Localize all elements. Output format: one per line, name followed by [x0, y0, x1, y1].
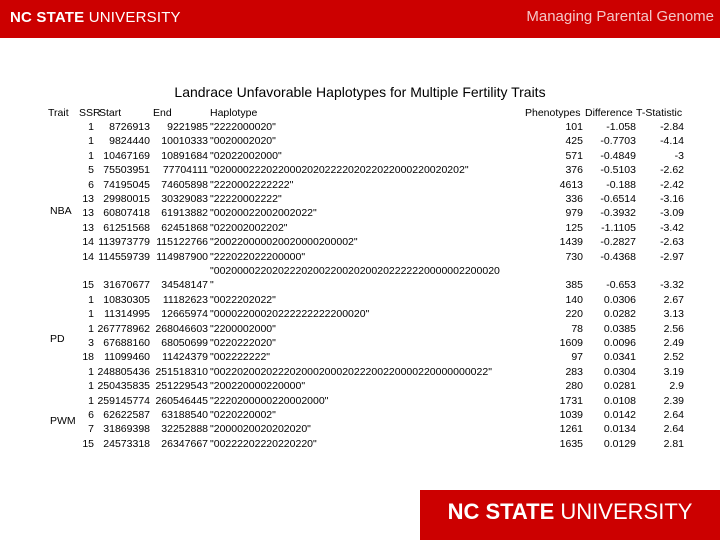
university-logo: [10, 9, 181, 26]
cell-start: 259145774: [97, 394, 150, 407]
cell-t-statistic: 2.49: [663, 337, 684, 349]
cell-difference: -0.4368: [600, 250, 636, 263]
header-bar: [0, 0, 720, 38]
cell-start: 9824440: [109, 135, 150, 148]
cell-haplotype: "02022002000": [210, 149, 282, 162]
cell-phenotypes: 425: [565, 135, 583, 148]
cell-start: 248805436: [97, 365, 150, 378]
header-end: End: [153, 107, 172, 119]
cell-difference: -0.6514: [600, 193, 636, 205]
cell-ssr: 7: [88, 423, 94, 436]
cell-ssr: 6: [88, 178, 94, 191]
cell-end: 115122766: [156, 236, 208, 249]
cell-phenotypes: 97: [571, 351, 583, 364]
cell-difference: 0.0306: [603, 293, 636, 306]
cell-end: 30329083: [161, 193, 208, 205]
cell-t-statistic: 3.19: [663, 365, 684, 378]
cell-ssr: 5: [88, 164, 94, 177]
cell-phenotypes: 4613: [559, 178, 583, 191]
cell-start: 75503951: [103, 164, 150, 177]
cell-phenotypes: 140: [565, 293, 583, 306]
cell-haplotype: "2220200000220002000": [210, 394, 329, 407]
cell-phenotypes: 336: [565, 193, 583, 205]
cell-haplotype: "2200002000": [210, 322, 276, 335]
footer-logo-bold: NC STATE: [447, 499, 555, 524]
cell-t-statistic: 2.9: [669, 380, 684, 393]
cell-end: 34548147: [161, 279, 208, 292]
cell-difference: 0.0108: [603, 394, 636, 407]
cell-start: 61251568: [103, 221, 150, 234]
trait-label-pwm: PWM: [50, 415, 76, 427]
cell-end: 12665974: [161, 308, 208, 321]
cell-phenotypes: 1039: [559, 409, 583, 421]
trait-label-pd: PD: [50, 333, 65, 345]
header-ssr: SSR: [79, 107, 101, 119]
cell-t-statistic: -3.32: [660, 279, 684, 292]
cell-difference: -0.188: [606, 178, 636, 191]
cell-phenotypes: 1439: [559, 236, 583, 249]
cell-t-statistic: 2.39: [663, 394, 684, 407]
cell-ssr: 1: [88, 308, 94, 321]
header-start: Start: [99, 107, 122, 119]
cell-start: 74195045: [103, 178, 150, 191]
cell-difference: -0.2827: [600, 236, 636, 249]
cell-difference: 0.0304: [603, 365, 636, 378]
cell-haplotype: "2000020020202020": [210, 423, 311, 436]
cell-haplotype: "022002002202": [210, 221, 288, 234]
cell-t-statistic: -4.14: [660, 135, 684, 148]
cell-t-statistic: -2.63: [660, 236, 684, 249]
cell-phenotypes: 1635: [559, 437, 583, 450]
header-difference: Difference: [585, 107, 633, 119]
cell-start: 31670677: [103, 279, 150, 292]
cell-phenotypes: 571: [565, 149, 583, 162]
cell-ssr: 1: [88, 135, 94, 148]
cell-start: 11099460: [104, 351, 150, 364]
cell-haplotype: "0022202022": [210, 293, 276, 306]
cell-haplotype: "200220000020020000200002": [210, 236, 358, 249]
cell-ssr: 13: [82, 193, 94, 205]
cell-start: 114559739: [98, 250, 150, 263]
cell-difference: -0.5103: [600, 164, 636, 177]
cell-t-statistic: 2.67: [663, 293, 684, 306]
header-phenotypes: Phenotypes: [525, 107, 581, 119]
cell-difference: 0.0129: [603, 437, 636, 450]
cell-difference: 0.0142: [603, 409, 636, 421]
cell-start: 8726913: [109, 121, 150, 133]
cell-start: 29980015: [103, 193, 150, 205]
cell-ssr: 1: [88, 322, 94, 335]
logo-rest-text: UNIVERSITY: [84, 9, 181, 26]
cell-haplotype: "00200022002002022": [210, 207, 317, 220]
cell-haplotype: "2220002222222": [210, 178, 294, 191]
cell-t-statistic: -2.42: [660, 178, 684, 191]
cell-haplotype: "00222202220220220": [210, 437, 317, 450]
cell-difference: 0.0281: [603, 380, 636, 393]
cell-start: 10467169: [103, 149, 150, 162]
cell-phenotypes: 101: [565, 121, 583, 133]
cell-haplotype: "0200002220220002020222202022022000220020202": [210, 164, 469, 177]
cell-end: 251518310: [155, 365, 208, 378]
cell-start: 31869398: [103, 423, 150, 436]
cell-start: 11314995: [104, 308, 150, 321]
cell-phenotypes: 125: [565, 221, 583, 234]
cell-haplotype: "00220200202220200020002022200220000220000000022": [210, 365, 492, 378]
cell-difference: 0.0341: [603, 351, 636, 364]
cell-difference: -0.3932: [600, 207, 636, 220]
cell-ssr: 1: [88, 121, 94, 133]
cell-start: 62622587: [103, 409, 150, 421]
cell-phenotypes: 1261: [559, 423, 583, 436]
cell-ssr: 1: [88, 293, 94, 306]
cell-difference: -1.058: [606, 121, 636, 133]
cell-t-statistic: -3.09: [660, 207, 684, 220]
cell-start: 10830305: [103, 293, 150, 306]
trait-label-nba: NBA: [50, 205, 72, 217]
cell-end: 260546445: [155, 394, 208, 407]
cell-haplotype: "2222000020": [210, 121, 276, 133]
cell-haplotype: "22220002222": [210, 193, 282, 205]
cell-t-statistic: 2.56: [663, 322, 684, 335]
cell-end: 26347667: [161, 437, 208, 450]
cell-t-statistic: 2.81: [663, 437, 684, 450]
cell-t-statistic: 3.13: [663, 308, 684, 321]
cell-ssr: 1: [88, 380, 94, 393]
cell-ssr: 13: [82, 207, 94, 220]
header-t-statistic: T-Statistic: [636, 107, 683, 119]
cell-ssr: 13: [82, 221, 94, 234]
cell-ssr: 15: [82, 437, 94, 450]
cell-haplotype: "0020002020": [210, 135, 276, 148]
cell-end: 268046603: [155, 322, 208, 335]
cell-ssr: 1: [88, 149, 94, 162]
header-trait: Trait: [48, 107, 69, 119]
cell-haplotype: ": [210, 279, 214, 292]
cell-difference: -0.7703: [600, 135, 636, 148]
cell-difference: 0.0134: [603, 423, 636, 436]
cell-t-statistic: 2.64: [663, 409, 684, 421]
cell-difference: 0.0096: [603, 337, 636, 349]
cell-t-statistic: -3.42: [660, 221, 684, 234]
cell-end: 74605898: [161, 178, 208, 191]
header-haplotype: Haplotype: [210, 107, 258, 119]
cell-end: 114987900: [156, 250, 208, 263]
cell-ssr: 15: [82, 279, 94, 292]
cell-t-statistic: -3: [674, 149, 684, 162]
footer-logo-rest: UNIVERSITY: [554, 499, 693, 524]
cell-haplotype: "002222222": [210, 351, 271, 364]
cell-ssr: 3: [88, 337, 94, 349]
cell-difference: 0.0282: [603, 308, 636, 321]
cell-end: 68050699: [161, 337, 208, 349]
cell-phenotypes: 220: [565, 308, 583, 321]
cell-end: 63188540: [161, 409, 208, 421]
cell-end: 77704111: [162, 164, 208, 177]
cell-t-statistic: -3.16: [660, 193, 684, 205]
cell-start: 24573318: [103, 437, 150, 450]
cell-ssr: 14: [82, 250, 94, 263]
cell-haplotype: "0020000220202220200220020200202222220000002200020: [210, 265, 500, 277]
cell-difference: 0.0385: [603, 322, 636, 335]
slide-title: Landrace Unfavorable Haplotypes for Multiple Fertility Traits: [174, 84, 546, 100]
cell-ssr: 1: [88, 394, 94, 407]
cell-end: 11182623: [162, 293, 208, 306]
cell-phenotypes: 1609: [559, 337, 583, 349]
cell-phenotypes: 280: [565, 380, 583, 393]
cell-haplotype: "00002200020222222222200020": [210, 308, 370, 321]
cell-end: 11424379: [162, 351, 208, 364]
cell-end: 251229543: [155, 380, 208, 393]
cell-difference: -0.4849: [600, 149, 636, 162]
cell-end: 62451868: [161, 221, 208, 234]
cell-t-statistic: -2.62: [660, 164, 684, 177]
cell-phenotypes: 385: [565, 279, 583, 292]
cell-end: 9221985: [167, 121, 208, 133]
cell-t-statistic: -2.84: [660, 121, 684, 133]
cell-end: 10010333: [161, 135, 208, 148]
cell-start: 67688160: [103, 337, 150, 349]
cell-t-statistic: 2.52: [663, 351, 684, 364]
cell-haplotype: "0220222020": [210, 337, 276, 349]
deck-title: Managing Parental Genome: [526, 8, 714, 25]
cell-ssr: 14: [82, 236, 94, 249]
footer-logo: [420, 490, 720, 540]
cell-ssr: 6: [88, 409, 94, 421]
cell-start: 267778962: [97, 322, 150, 335]
cell-difference: -0.653: [606, 279, 636, 292]
cell-phenotypes: 730: [565, 250, 583, 263]
cell-phenotypes: 376: [565, 164, 583, 177]
cell-ssr: 18: [82, 351, 94, 364]
cell-haplotype: "222022022200000": [210, 250, 306, 263]
cell-end: 32252888: [161, 423, 208, 436]
cell-t-statistic: -2.97: [660, 250, 684, 263]
cell-phenotypes: 78: [571, 322, 583, 335]
cell-phenotypes: 283: [565, 365, 583, 378]
cell-end: 61913882: [161, 207, 208, 220]
cell-difference: -1.1105: [601, 221, 636, 234]
cell-t-statistic: 2.64: [663, 423, 684, 436]
cell-end: 10891684: [161, 149, 208, 162]
cell-start: 250435835: [97, 380, 150, 393]
cell-phenotypes: 979: [565, 207, 583, 220]
logo-bold-text: NC STATE: [10, 9, 85, 26]
haplotype-table: [0, 106, 720, 466]
cell-haplotype: "200220000220000": [210, 380, 306, 393]
cell-haplotype: "0220220002": [210, 409, 276, 421]
cell-ssr: 1: [88, 365, 94, 378]
cell-start: 113973779: [98, 236, 150, 249]
cell-start: 60807418: [103, 207, 150, 220]
cell-phenotypes: 1731: [559, 394, 583, 407]
